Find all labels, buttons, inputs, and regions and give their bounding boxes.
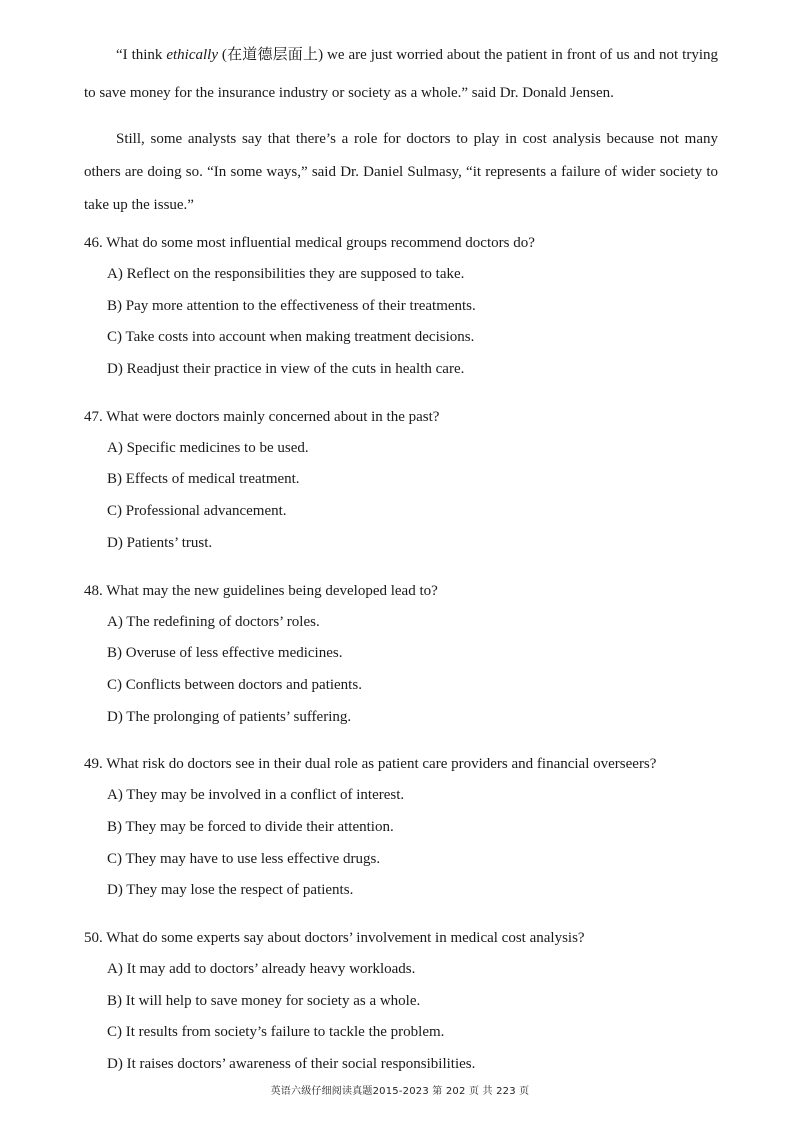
- option-c: C) It results from society’s failure to tackle the problem.: [107, 1024, 445, 1041]
- option-d: D) It raises doctors’ awareness of their social responsibilities.: [107, 1056, 476, 1073]
- option-a: A) They may be involved in a conflict of interest.: [107, 787, 405, 804]
- page-footer: 英语六级仔细阅读真题2015-2023 第 202 页 共 223 页: [270, 1086, 530, 1097]
- question-stem: 49. What risk do doctors see in their dual role as patient care providers and financial overseers?: [84, 756, 657, 773]
- option-d: D) Patients’ trust.: [107, 534, 213, 551]
- option-a: A) Specific medicines to be used.: [107, 439, 309, 456]
- question-stem: 47. What were doctors mainly concerned about in the past?: [84, 408, 440, 425]
- passage-paragraph: Still, some analysts say that there’s a role for doctors to play in cost analysis because not many others are doing so. “In some ways,” said Dr. Daniel Sulmasy, “it represents a failure of wider society to take up the issue.”: [84, 131, 718, 213]
- italic-term: ethically: [166, 47, 218, 63]
- question-49: [84, 749, 744, 907]
- option-a: A) Reflect on the responsibilities they are supposed to take.: [107, 266, 465, 282]
- option-c: C) Professional advancement.: [107, 503, 287, 520]
- option-b: B) Effects of medical treatment.: [107, 471, 300, 488]
- option-d: D) The prolonging of patients’ suffering.: [107, 708, 352, 725]
- question-list: [84, 228, 744, 1097]
- option-c: C) They may have to use less effective drugs.: [107, 850, 381, 867]
- paragraph-text-start: “I think: [116, 47, 167, 63]
- option-b: B) It will help to save money for society as a whole.: [107, 992, 421, 1009]
- option-b: B) They may be forced to divide their attention.: [107, 818, 394, 835]
- option-a: A) It may add to doctors’ already heavy workloads.: [107, 961, 416, 977]
- option-c: C) Take costs into account when making treatment decisions.: [107, 329, 475, 346]
- option-c: C) Conflicts between doctors and patients.: [107, 676, 362, 693]
- question-stem: 48. What may the new guidelines being developed lead to?: [84, 582, 438, 599]
- question-50: [84, 923, 744, 1081]
- passage-paragraph: [84, 36, 718, 112]
- question-46: [84, 228, 744, 386]
- reading-passage: [84, 36, 718, 222]
- option-b: B) Pay more attention to the effectiveness of their treatments.: [107, 297, 476, 314]
- option-b: B) Overuse of less effective medicines.: [107, 645, 343, 662]
- option-d: D) They may lose the respect of patients.: [107, 882, 354, 899]
- question-48: [84, 576, 744, 734]
- question-stem: 50. What do some experts say about doctors’ involvement in medical cost analysis?: [84, 930, 585, 946]
- question-stem: 46. What do some most influential medical groups recommend doctors do?: [84, 235, 535, 251]
- paragraph-text-rest: (在道德层面上) we are just worried about the patient in front of us and not trying to save money for the insurance industry or society as a whole.” said Dr. Donald Jensen.: [84, 47, 718, 101]
- option-a: A) The redefining of doctors’ roles.: [107, 613, 320, 630]
- option-d: D) Readjust their practice in view of the cuts in health care.: [107, 361, 465, 378]
- question-47: [84, 402, 744, 560]
